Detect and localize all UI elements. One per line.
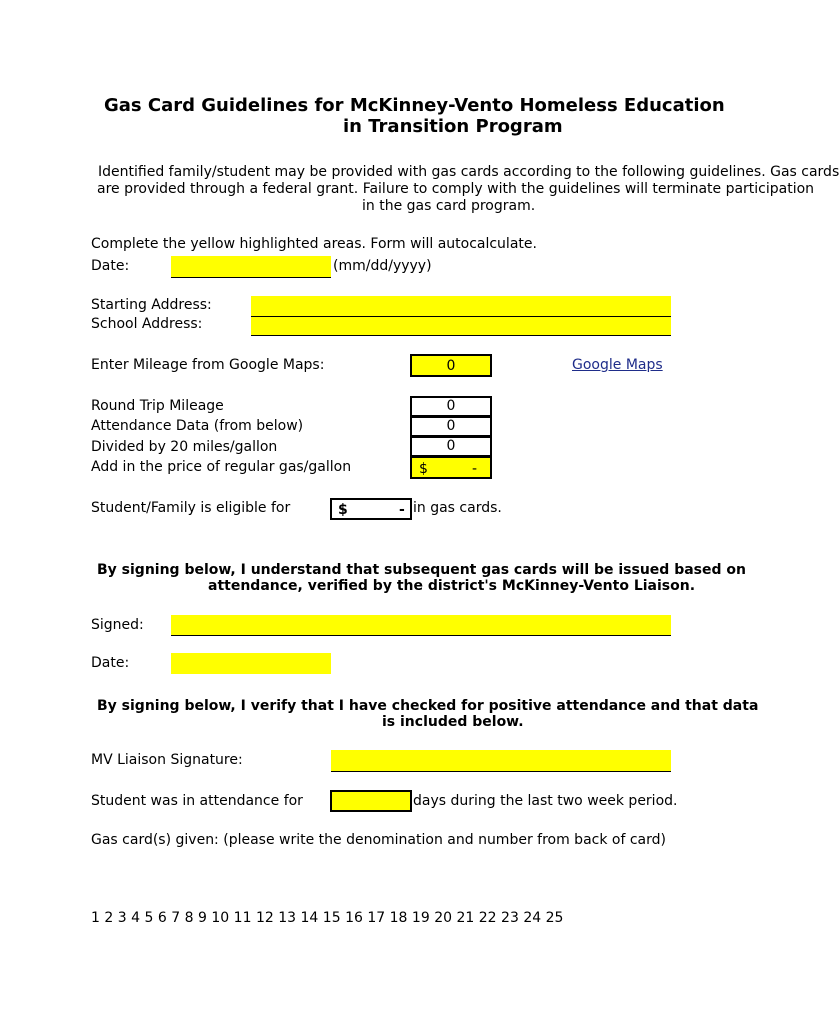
day-number: 1: [91, 910, 100, 926]
sign-statement-1-line-2: attendance, verified by the district's McKinney-Vento Liaison.: [208, 578, 696, 594]
gas-cards-label: Gas card(s) given: (please write the denomination and number from back of card): [91, 832, 666, 848]
attendance-data-value: 0: [446, 418, 456, 434]
eligible-currency: $: [338, 502, 348, 518]
day-number: 21: [456, 910, 475, 926]
round-trip-value-cell: [410, 396, 492, 417]
date-input[interactable]: [171, 256, 331, 278]
intro-line-1: Identified family/student may be provided with gas cards according to the following guidelines. Gas cards: [98, 164, 839, 180]
gas-price-label: Add in the price of regular gas/gallon: [91, 459, 352, 475]
liaison-label: MV Liaison Signature:: [91, 752, 243, 768]
day-number: 12: [255, 910, 274, 926]
school-address-input[interactable]: [251, 317, 671, 336]
gas-price-value: -: [472, 461, 478, 477]
day-number: 20: [434, 910, 453, 926]
divided-value: 0: [446, 438, 456, 454]
day-number: 6: [157, 910, 167, 926]
sign-statement-2-line-1: By signing below, I verify that I have checked for positive attendance and that data: [97, 698, 759, 714]
attendance-data-label: Attendance Data (from below): [91, 418, 304, 434]
day-number: 3: [117, 910, 127, 926]
day-number: 25: [545, 910, 564, 926]
eligible-amount-cell: [330, 498, 412, 520]
day-numbers-row: [91, 910, 563, 926]
date-format-hint: (mm/dd/yyyy): [333, 258, 432, 274]
day-number: 8: [184, 910, 194, 926]
day-number: 18: [389, 910, 408, 926]
gas-price-currency: $: [419, 461, 428, 477]
divided-value-cell: [410, 436, 492, 457]
divided-label: Divided by 20 miles/gallon: [91, 439, 278, 455]
day-number: 9: [198, 910, 207, 926]
attendance-suffix: days during the last two week period.: [413, 793, 678, 809]
day-number: 7: [171, 910, 181, 926]
eligible-label: Student/Family is eligible for: [91, 500, 291, 516]
starting-address-input[interactable]: [251, 296, 671, 317]
day-number: 22: [478, 910, 497, 926]
attendance-label: Student was in attendance for: [91, 793, 303, 809]
day-number: 15: [322, 910, 341, 926]
day-number: 23: [501, 910, 519, 926]
signed-input[interactable]: [171, 615, 671, 636]
instructions-text: Complete the yellow highlighted areas. Form will autocalculate.: [91, 236, 537, 252]
day-number: 5: [144, 910, 154, 926]
google-maps-link[interactable]: Google Maps: [572, 357, 663, 373]
signed-label: Signed:: [91, 617, 144, 633]
mileage-label: Enter Mileage from Google Maps:: [91, 357, 325, 373]
day-number: 13: [278, 910, 297, 926]
day-number: 19: [411, 910, 430, 926]
day-number: 2: [104, 910, 114, 926]
liaison-signature-input[interactable]: [331, 750, 671, 772]
round-trip-label: Round Trip Mileage: [91, 398, 224, 414]
sign-statement-2-line-2: is included below.: [382, 714, 524, 730]
day-number: 16: [345, 910, 363, 926]
gas-price-input[interactable]: [410, 456, 492, 479]
day-number: 11: [233, 910, 252, 926]
date-label: Date:: [91, 258, 130, 274]
day-number: 4: [131, 910, 141, 926]
attendance-days-input[interactable]: [330, 790, 412, 812]
day-number: 10: [211, 910, 230, 926]
attendance-data-value-cell: [410, 416, 492, 437]
title-line-2: in Transition Program: [343, 116, 563, 137]
day-number: 17: [367, 910, 386, 926]
round-trip-value: 0: [446, 398, 456, 414]
title-line-1: Gas Card Guidelines for McKinney-Vento Homeless Education: [104, 95, 725, 116]
intro-line-2: are provided through a federal grant. Failure to comply with the guidelines will terminate participation: [97, 181, 815, 197]
mileage-input[interactable]: [410, 354, 492, 377]
day-number: 14: [300, 910, 319, 926]
starting-address-label: Starting Address:: [91, 297, 212, 313]
day-number: 24: [523, 910, 542, 926]
eligible-suffix: in gas cards.: [413, 500, 502, 516]
school-address-label: School Address:: [91, 316, 203, 332]
date2-label: Date:: [91, 655, 130, 671]
mileage-value: 0: [446, 358, 456, 374]
date2-input[interactable]: [171, 653, 331, 674]
eligible-value: -: [399, 502, 405, 518]
intro-line-3: in the gas card program.: [362, 198, 536, 214]
sign-statement-1-line-1: By signing below, I understand that subsequent gas cards will be issued based on: [97, 562, 746, 578]
